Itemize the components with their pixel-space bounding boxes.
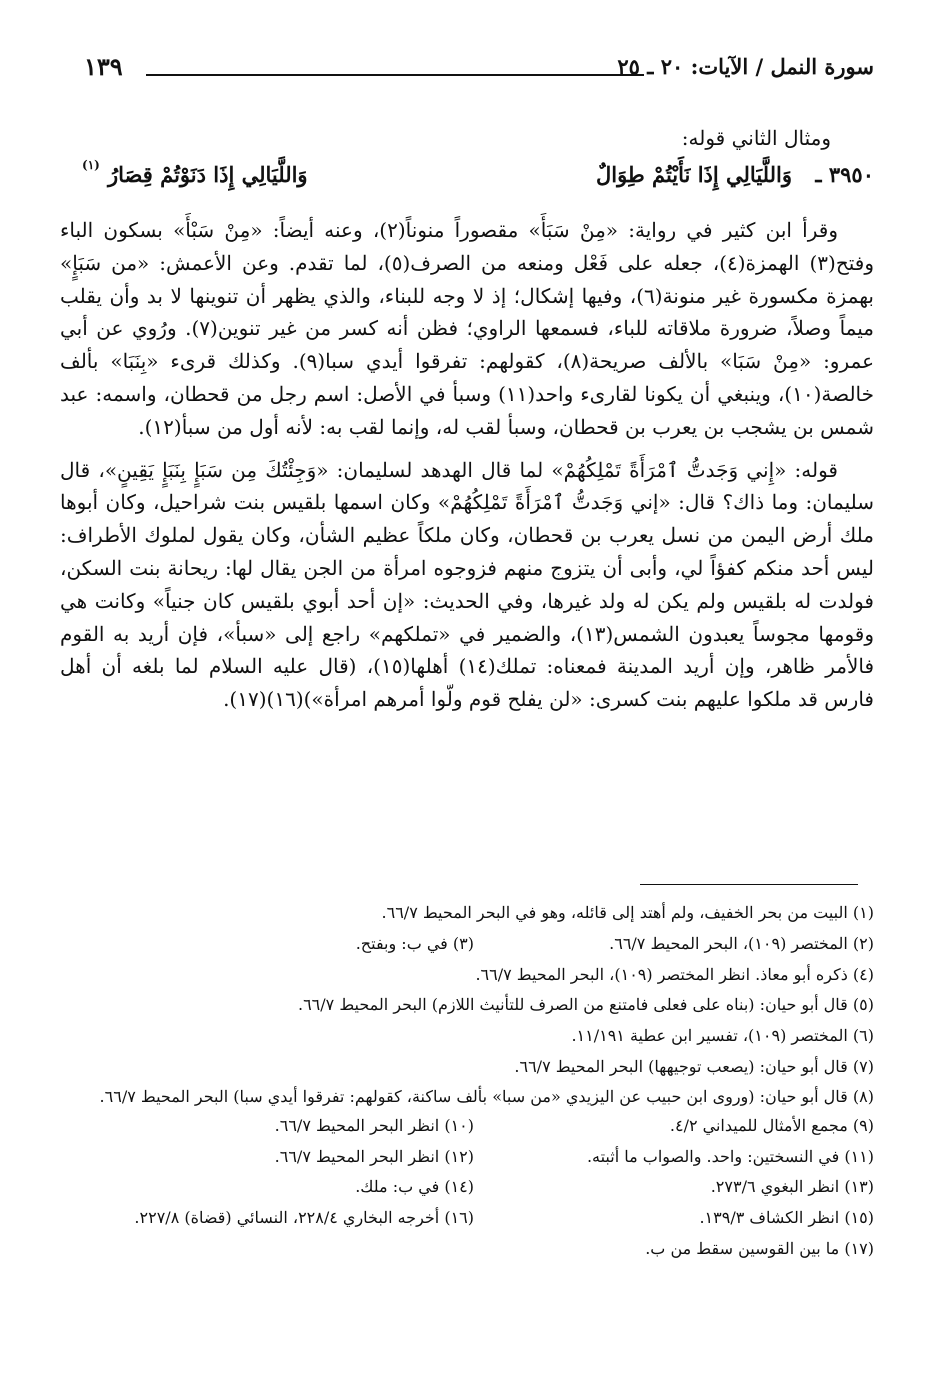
footnote-7: (٧) قال أبو حيان: (يصعب توجيهها) البحر المحيط ٦٦/٧. <box>514 1056 874 1076</box>
footnote-row <box>60 929 874 960</box>
footnote-6: (٦) المختصر (١٠٩)، تفسير ابن عطية ١١/١٩١. <box>571 1026 874 1046</box>
footnote-row <box>60 1203 874 1234</box>
verse-first-hemistich: وَاللَّيَالِي إِذَا نَأَيْتُمْ طِوَالٌ <box>596 162 792 187</box>
footnote-12: (١٢) انظر البحر المحيط ٦٦/٧. <box>274 1146 474 1166</box>
footnote-15: (١٥) انظر الكشاف ١٣٩/٣. <box>699 1208 874 1228</box>
verse-footnote-ref: (١) <box>82 158 100 172</box>
header-rule <box>146 74 644 76</box>
footnote-10: (١٠) انظر البحر المحيط ٦٦/٧. <box>274 1115 474 1135</box>
poetry-verse <box>76 158 874 198</box>
main-text <box>60 214 874 716</box>
footnote-17: (١٧) ما بين القوسين سقط من ب. <box>645 1238 874 1258</box>
page-number: ١٣٩ <box>84 52 123 81</box>
paragraph-commentary: قوله: «إِني وَجَدتُّ ٱمْرَأَةً تَمْلِكُهُمْ» لما قال الهدهد لسليمان: «وَجِئْتُكَ مِن سَبَإٍ بِنَبَإٍ يَقِينٍ»، قال سليمان: وما ذاك؟ قال: «إني وَجَدتُّ ٱمْرَأَةً تَمْلِكُهُمْ» وكان اسمها بلقيس بنت شراحيل، وكان أبوها ملك أرض اليمن من نسل يعرب بن قحطان، وكان ملكاً عظيم الشأن، وكان يقول لملوك الأطراف: ليس أحد منكم كفؤاً لي، وأبى أن يتزوج منهم فزوجوه امرأة من الجن يقال لها: ريحانة بنت السكن، فولدت له بلقيس ولم يكن له ولد غيرها، وفي الحديث: «إن أحد أبوي بلقيس كان جنياً» وكانت هي وقومها مجوساً يعبدون الشمس(١٣)، والضمير في «تملكهم» راجع إلى «سبأ»، فإن أريد به القوم فالأمر ظاهر، وإن أريد المدينة فمعناه: تملك(١٤) أهلها(١٥)، (قال عليه السلام لما بلغه أن أهل فارس قد ملكوا عليهم بنت كسرى: «لن يفلح قوم ولّوا أمرهم امرأة»)(١٦)(١٧). <box>60 457 875 712</box>
footnote-11: (١١) في النسختين: واحد. والصواب ما أثبته. <box>586 1146 874 1166</box>
verse-second-hemistich: وَاللَّيَالِي إِذَا دَنَوْتُمْ قِصَارُ <box>108 162 308 187</box>
running-header <box>84 52 874 86</box>
footnote-row <box>60 1111 874 1142</box>
footnote-4: (٤) ذكره أبو معاذ. انظر المختصر (١٠٩)، البحر المحيط ٦٦/٧. <box>475 964 874 984</box>
footnote-separator <box>640 884 858 885</box>
footnote-row <box>60 1142 874 1173</box>
footnote-2: (٢) المختصر (١٠٩)، البحر المحيط ٦٦/٧. <box>609 933 874 953</box>
footnote-8: (٨) قال أبو حيان: (وروى ابن حبيب عن اليزيدي «من سبا» بألف ساكنة، كقولهم: تفرقوا أيدي سبا) البحر المحيط ٦٦/٧. <box>99 1086 874 1106</box>
footnote-14: (١٤) في ب: ملك. <box>355 1177 474 1197</box>
footnote-5: (٥) قال أبو حيان: (بناه على فعلى فامتنع من الصرف للتأنيث اللازم) البحر المحيط ٦٦/٧. <box>297 995 874 1015</box>
verse-number: ٣٩٥٠ ـ <box>815 162 874 187</box>
footnote-row <box>60 1172 874 1203</box>
footnote-9: (٩) مجمع الأمثال للميداني ٤/٢. <box>669 1115 874 1135</box>
intro-line: ومثال الثاني قوله: <box>681 126 831 150</box>
footnote-1: (١) البيت من بحر الخفيف، ولم أهتد إلى قائله، وهو في البحر المحيط ٦٦/٧. <box>381 903 874 922</box>
footnotes <box>60 898 874 1265</box>
footnote-13: (١٣) انظر البغوي ٢٧٣/٦. <box>710 1177 874 1197</box>
paragraph-readings: وقرأ ابن كثير في رواية: «مِنْ سَبَأَ» مقصوراً منوناً(٢)، وعنه أيضاً: «مِنْ سَبْأَ» بسكون الباء وفتح(٣) الهمزة(٤)، جعله على فَعْل ومنعه من الصرف(٥)، لما تقدم. وعن الأعمش: «من سَبَإٍ» بهمزة مكسورة غير منونة(٦)، وفيها إشكال؛ إذ لا وجه للبناء، والذي يظهر أن تنوينها لا بد وأن يقلب ميماً وصلاً، ضرورة ملاقاته للباء، فسمعها الراوي؛ فظن أنه كسر من غير تنوين(٧). ورُوي عن أبي عمرو: «مِنْ سَبَا» بالألف صريحة(٨)، كقولهم: تفرقوا أيدي سبا(٩). وكذلك قرىء «بِنَبَا» بألف خالصة(١٠)، وينبغي أن يكونا لقارىء واحد(١١) وسبأ في الأصل: اسم رجل من قحطان، واسمه: عبد شمس بن يشجب بن يعرب بن قحطان، وسبأ لقب له، وإنما لقب به: لأنه أول من سبأ(١٢). <box>60 218 875 439</box>
surah-title: سورة النمل / الآيات: ٢٠ ـ ٢٥ <box>617 54 874 79</box>
footnote-3: (٣) في ب: وبفتح. <box>355 933 474 953</box>
footnote-16: (١٦) أخرجه البخاري ٢٢٨/٤، النسائي (قضاة) ٢٢٧/٨. <box>134 1208 474 1228</box>
